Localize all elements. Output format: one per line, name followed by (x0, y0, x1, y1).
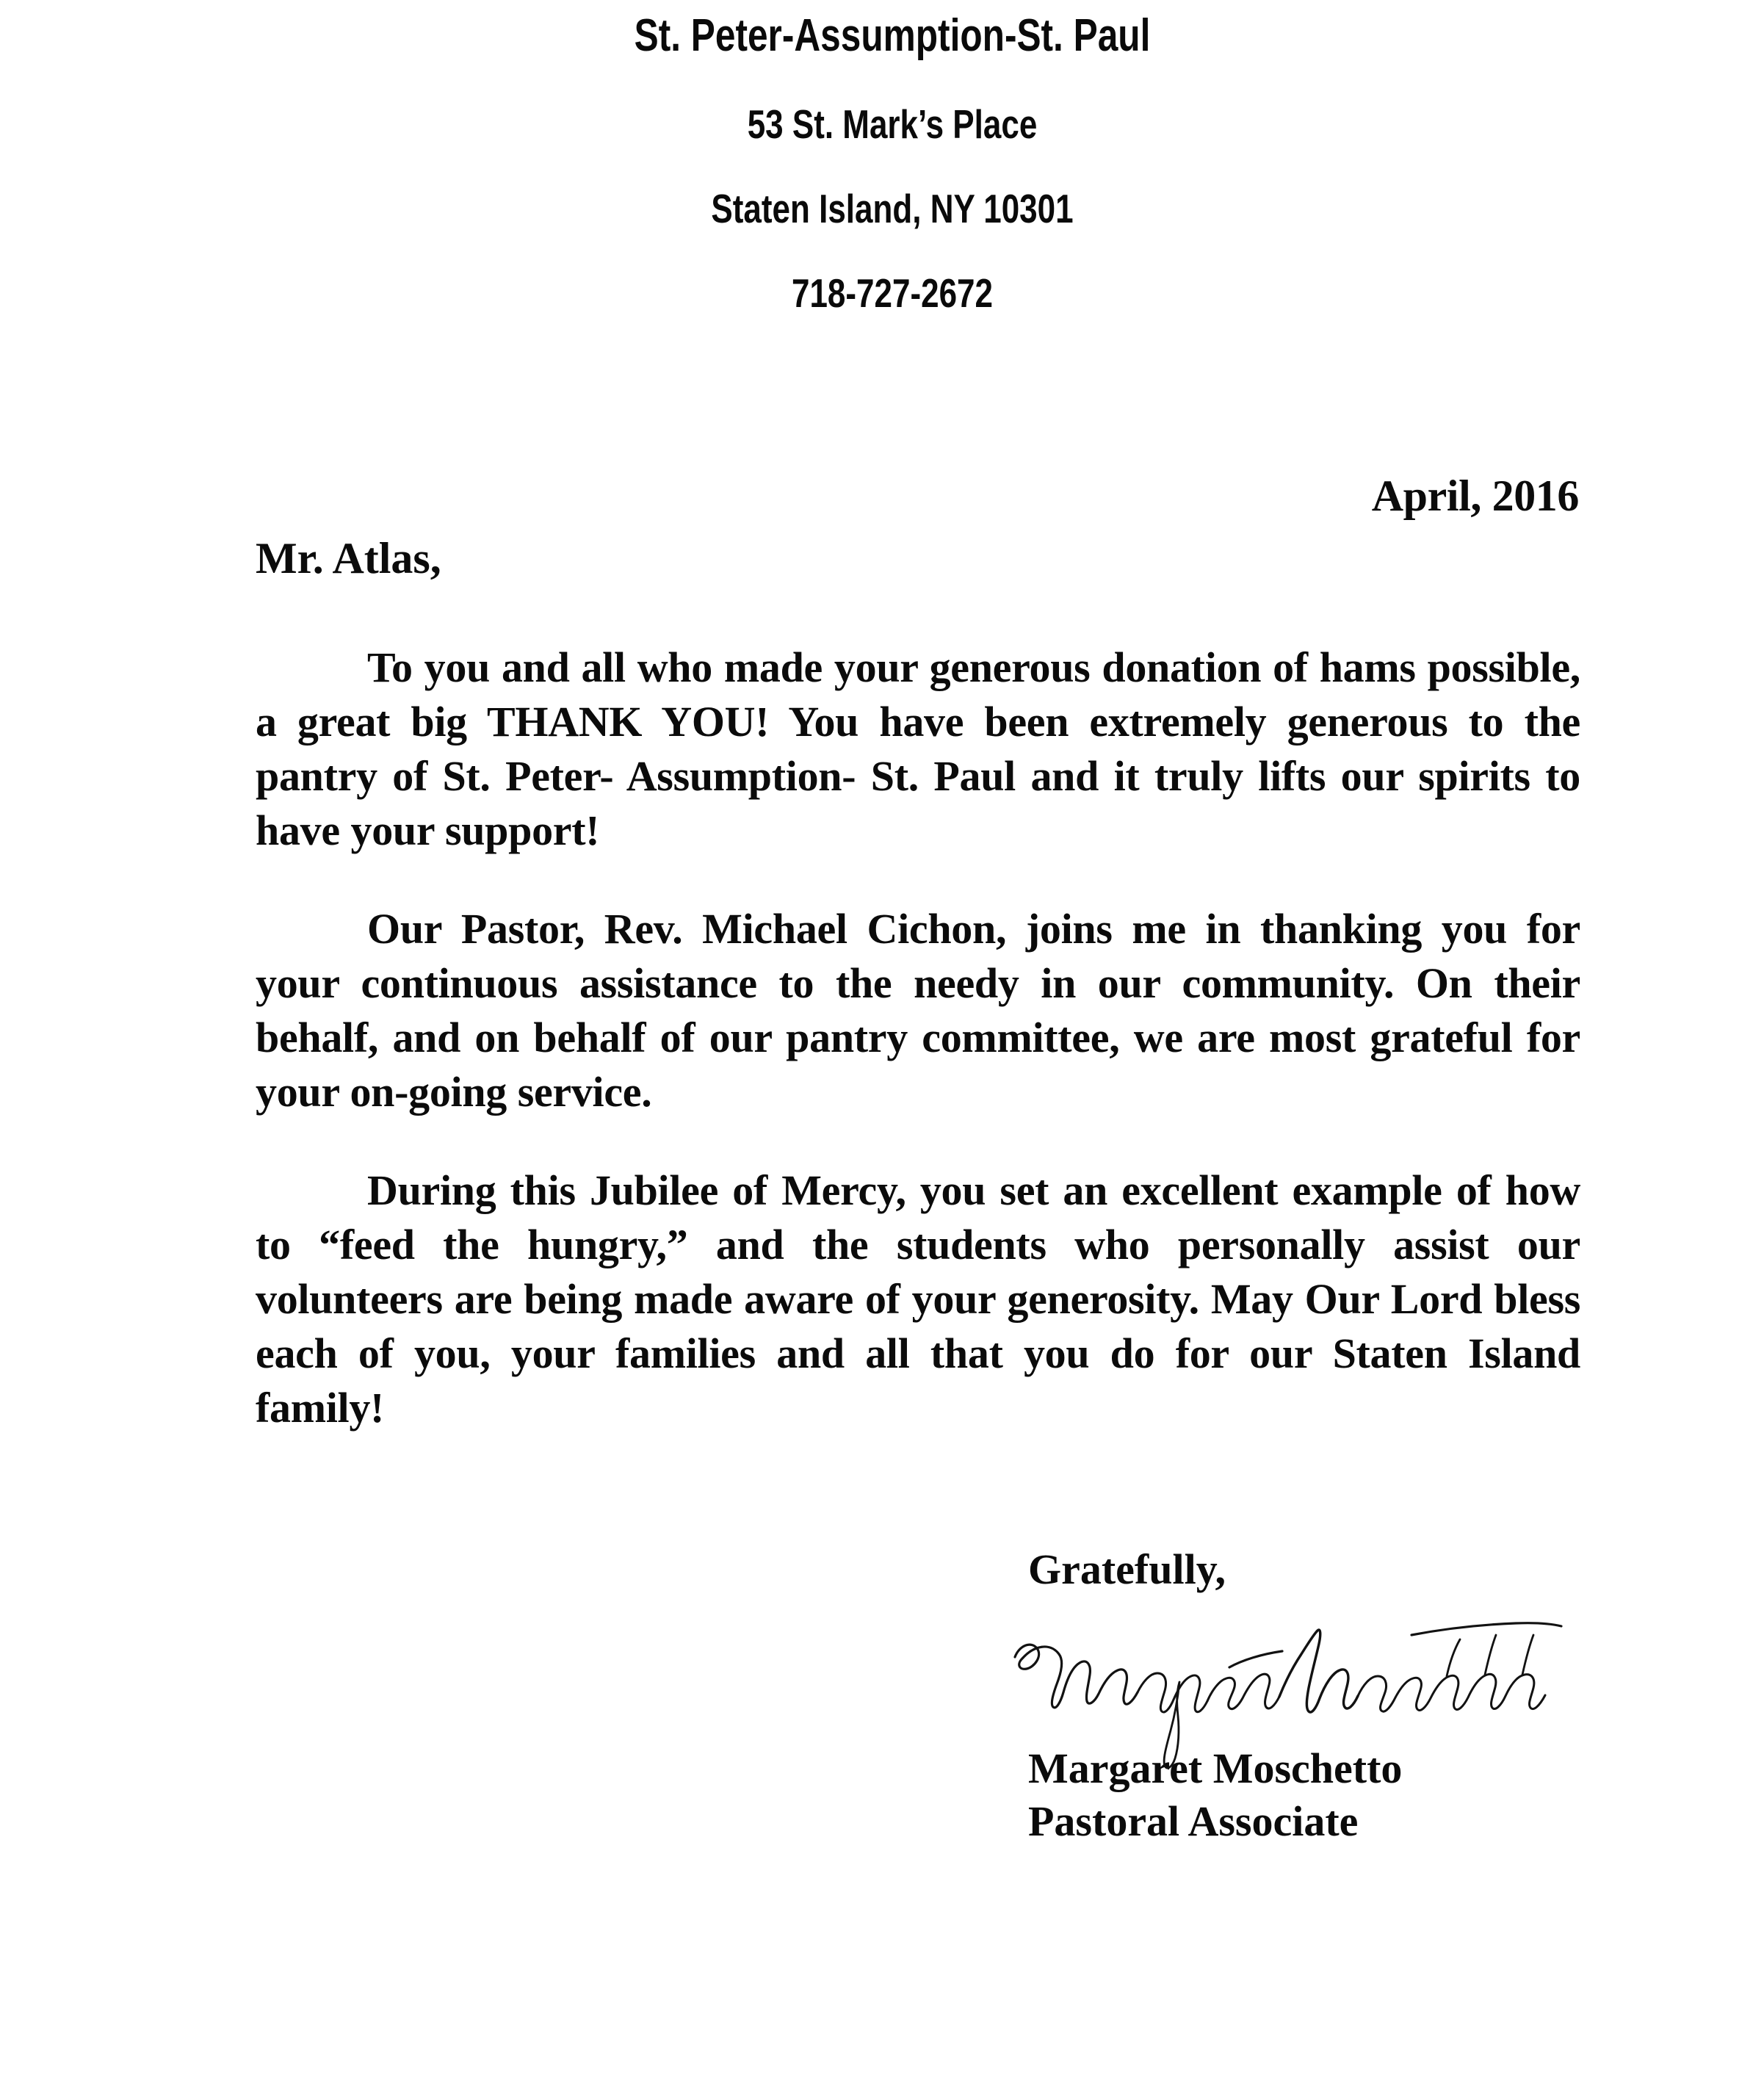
body-paragraph: To you and all who made your generous donation of hams possible, a great big THANK YOU! You have been extremely generous to the pantry of St. Peter- Assumption- St. Paul and it truly lifts our spirits to have your support! (256, 643, 1580, 854)
body-paragraph: Our Pastor, Rev. Michael Cichon, joins me in thanking you for your continuous assistance to the needy in our community. On their behalf, and on behalf of our pantry committee, we are most grateful for your on-going service. (256, 905, 1580, 1116)
letterhead-city-state-zip: Staten Island, NY 10301 (711, 186, 1074, 231)
letterhead-phone-number: 718-727-2672 (791, 270, 993, 316)
letterhead-organization: St. Peter-Assumption-St. Paul (634, 10, 1151, 61)
letter-date: April, 2016 (1371, 472, 1579, 520)
handwritten-signature (1009, 1600, 1567, 1747)
closing-valediction: Gratefully, (1028, 1545, 1226, 1593)
body-paragraph: During this Jubilee of Mercy, you set an excellent example of how to “feed the hungry,” and the students who personally assist our volunteers are being made aware of your generosity. May Our Lord bless each of you, your families and all that you do for our Staten Island family! (256, 1166, 1580, 1432)
letterhead (0, 10, 1764, 316)
letter-salutation: Mr. Atlas, (256, 534, 441, 582)
signer-name: Margaret Moschetto (1028, 1744, 1403, 1792)
closing-block (1028, 1545, 1689, 1848)
letter-body (256, 640, 1580, 1435)
letterhead-street-address: 53 St. Mark’s Place (747, 101, 1038, 147)
signer-title: Pastoral Associate (1028, 1797, 1359, 1845)
